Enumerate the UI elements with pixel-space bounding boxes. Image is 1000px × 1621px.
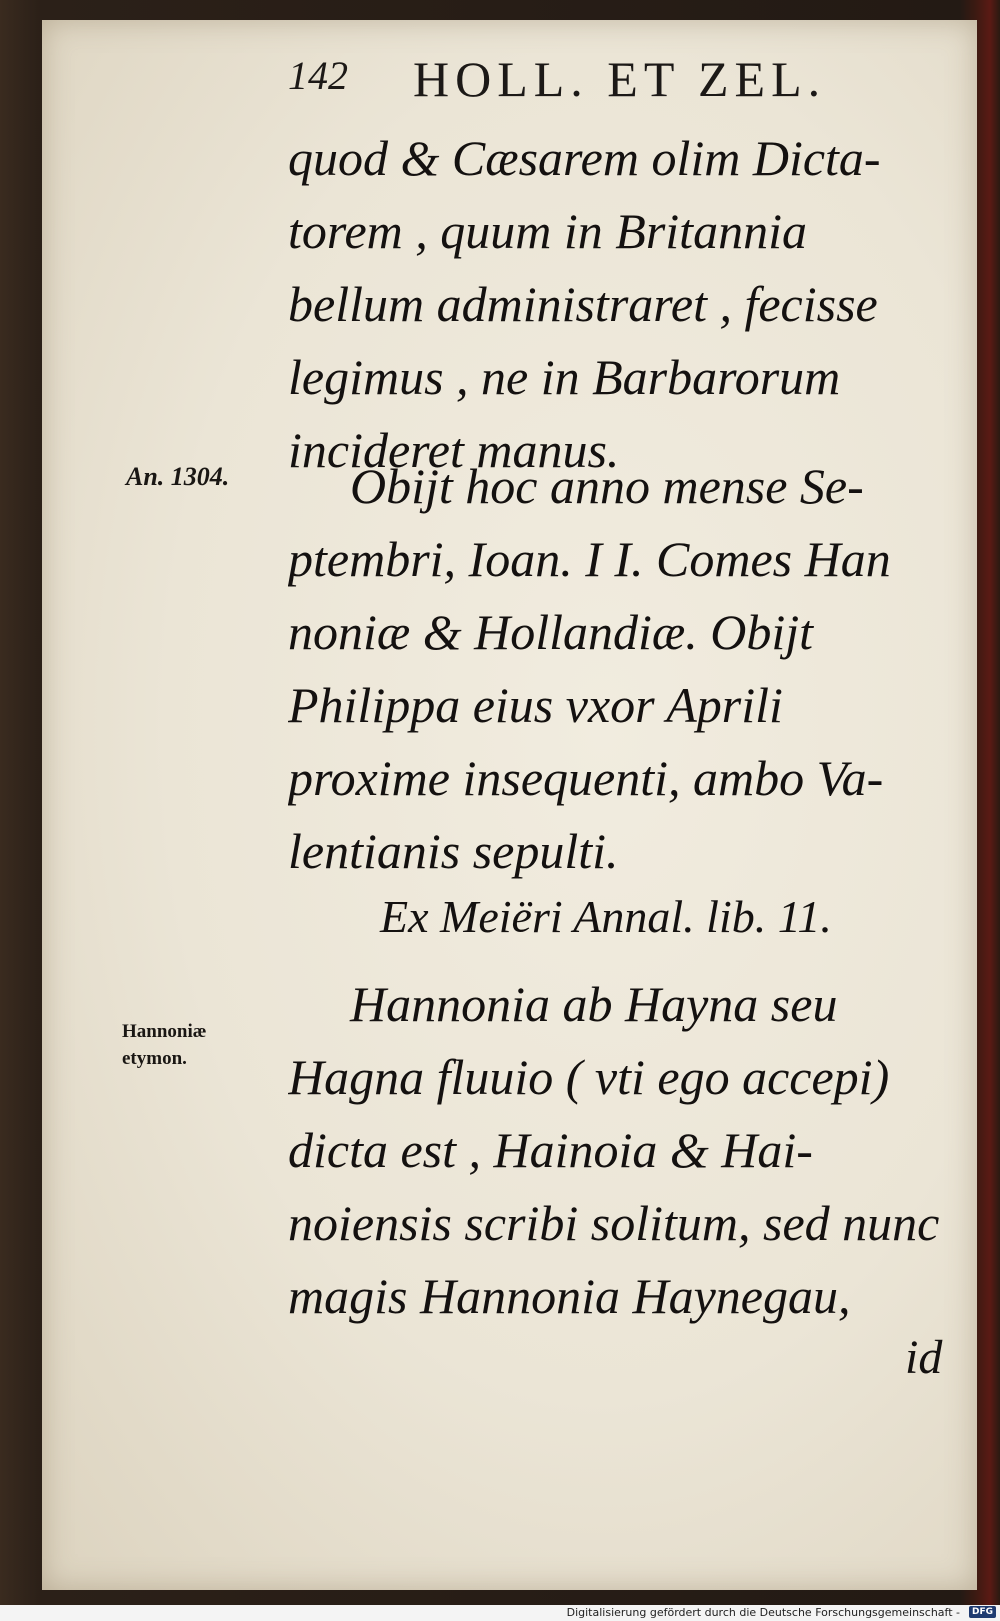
text-line: lentianis sepulti.: [288, 823, 619, 879]
paragraph-3: [288, 968, 958, 1333]
text-line: torem , quum in Britannia: [288, 203, 807, 259]
text-line: magis Hannonia Haynegau,: [288, 1268, 851, 1324]
text-line: Obijt hoc anno mense Se-: [350, 458, 864, 514]
text-line: Hagna fluuio ( vti ego accepi): [288, 1049, 890, 1105]
margin-year-note: An. 1304.: [126, 462, 230, 491]
text-line: incideret manus.: [288, 422, 620, 478]
text-line: proxime insequenti, ambo Va-: [288, 750, 884, 806]
digitization-footer: [0, 1605, 1000, 1621]
margin-note-etymon: [122, 1018, 262, 1072]
text-line: ptembri, Ioan. I I. Comes Han: [288, 531, 891, 587]
text-line: quod & Cæsarem olim Dicta-: [288, 130, 881, 186]
margin-note-line: Hannoniæ: [122, 1021, 207, 1042]
paragraph-1: [288, 122, 958, 487]
page-header: [288, 50, 888, 110]
dfg-logo-badge: DFG: [969, 1606, 996, 1618]
catchword: id: [905, 1331, 943, 1384]
text-line: Philippa eius vxor Aprili: [288, 677, 783, 733]
text-line: noniæ & Hollandiæ. Obijt: [288, 604, 814, 660]
paragraph-2: [288, 450, 958, 888]
section-heading: Ex Meiëri Annal. lib. 11.: [380, 891, 832, 942]
text-line: legimus , ne in Barbarorum: [288, 349, 841, 405]
text-line: Hannonia ab Hayna seu: [350, 976, 838, 1032]
running-title: HOLL. ET ZEL.: [413, 51, 827, 107]
page-number: 142: [288, 53, 348, 98]
text-line: dicta est , Hainoia & Hai-: [288, 1122, 813, 1178]
footer-credit: Digitalisierung gefördert durch die Deutsche Forschungsgemeinschaft -: [566, 1606, 960, 1619]
text-line: bellum administraret , fecisse: [288, 276, 878, 332]
text-line: noiensis scribi solitum, sed nunc: [288, 1195, 940, 1251]
margin-note-line: etymon.: [122, 1048, 187, 1069]
